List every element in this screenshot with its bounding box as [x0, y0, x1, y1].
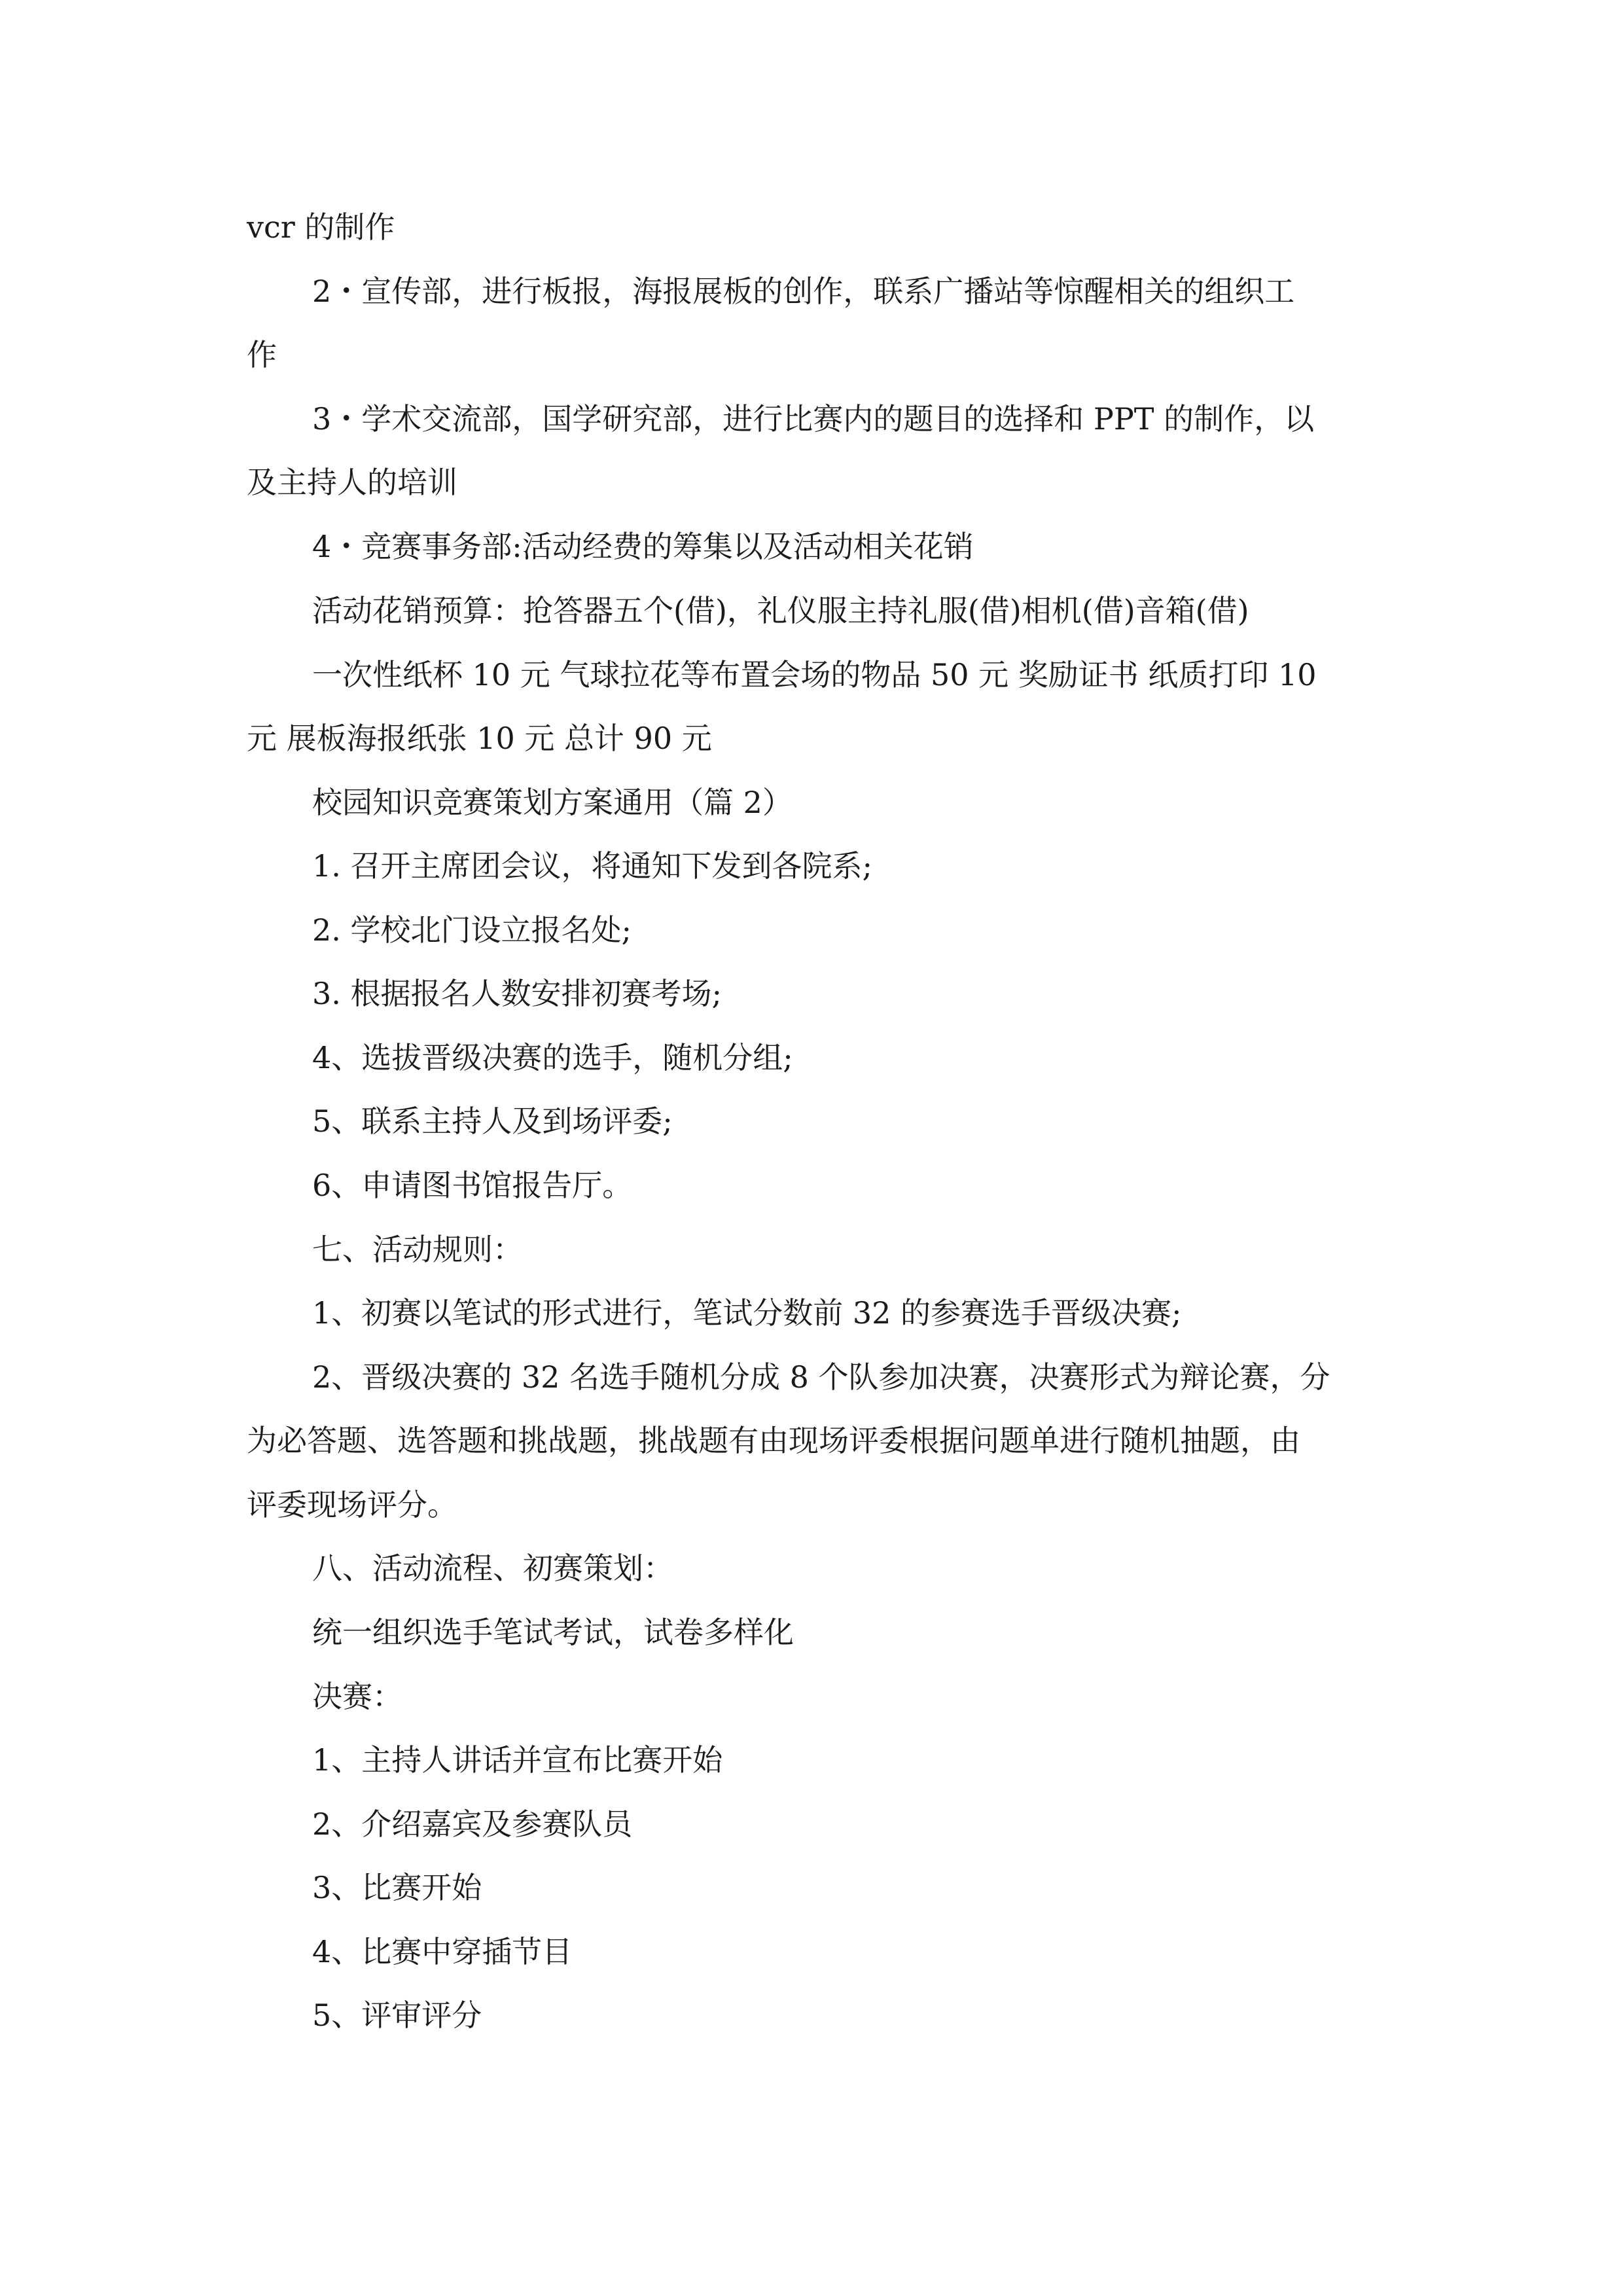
- list-item: 3. 根据报名人数安排初赛考场;: [312, 976, 722, 1011]
- text-line: vcr 的制作: [247, 209, 395, 245]
- list-item: 5、评审评分: [312, 1998, 482, 2033]
- list-item: 2、晋级决赛的 32 名选手随机分成 8 个队参加决赛，决赛形式为辩论赛，分: [312, 1359, 1330, 1395]
- list-item: 6、申请图书馆报告厅。: [312, 1168, 633, 1203]
- text-line: 作: [247, 337, 277, 372]
- section-title: 校园知识竞赛策划方案通用（篇 2）: [312, 785, 793, 820]
- list-item: 2、介绍嘉宾及参赛队员: [312, 1806, 633, 1842]
- list-item: 1、主持人讲话并宣布比赛开始: [312, 1742, 723, 1778]
- text-line: 元 展板海报纸张 10 元 总计 90 元: [247, 721, 712, 756]
- list-item: 3、比赛开始: [312, 1870, 482, 1905]
- list-item: 5、联系主持人及到场评委;: [312, 1103, 673, 1139]
- section-heading: 七、活动规则：: [312, 1232, 523, 1267]
- list-item: 4、比赛中穿插节目: [312, 1934, 573, 1969]
- text-line: 一次性纸杯 10 元 气球拉花等布置会场的物品 50 元 奖励证书 纸质打印 10: [312, 657, 1317, 692]
- text-line: 活动花销预算：抢答器五个(借)，礼仪服主持礼服(借)相机(借)音箱(借): [312, 593, 1249, 628]
- text-line: 评委现场评分。: [247, 1487, 457, 1522]
- list-item: 1. 召开主席团会议，将通知下发到各院系;: [312, 848, 873, 884]
- list-item: 4、选拔晋级决赛的选手，随机分组;: [312, 1040, 793, 1075]
- text-line: 及主持人的培训: [247, 465, 457, 500]
- text-line: 为必答题、选答题和挑战题，挑战题有由现场评委根据问题单进行随机抽题，由: [247, 1423, 1300, 1458]
- list-item: 2. 学校北门设立报名处;: [312, 912, 632, 948]
- list-item: 1、初赛以笔试的形式进行，笔试分数前 32 的参赛选手晋级决赛;: [312, 1295, 1182, 1331]
- text-line: 2・宣传部，进行板报，海报展板的创作，联系广播站等惊醒相关的组织工: [312, 274, 1295, 309]
- text-line: 统一组织选手笔试考试，试卷多样化: [312, 1615, 794, 1650]
- section-heading: 决赛：: [312, 1679, 402, 1714]
- text-line: 3・学术交流部，国学研究部，进行比赛内的题目的选择和 PPT 的制作，以: [312, 401, 1315, 437]
- text-line: 4・竞赛事务部:活动经费的筹集以及活动相关花销: [312, 529, 974, 564]
- section-heading: 八、活动流程、初赛策划：: [312, 1551, 673, 1586]
